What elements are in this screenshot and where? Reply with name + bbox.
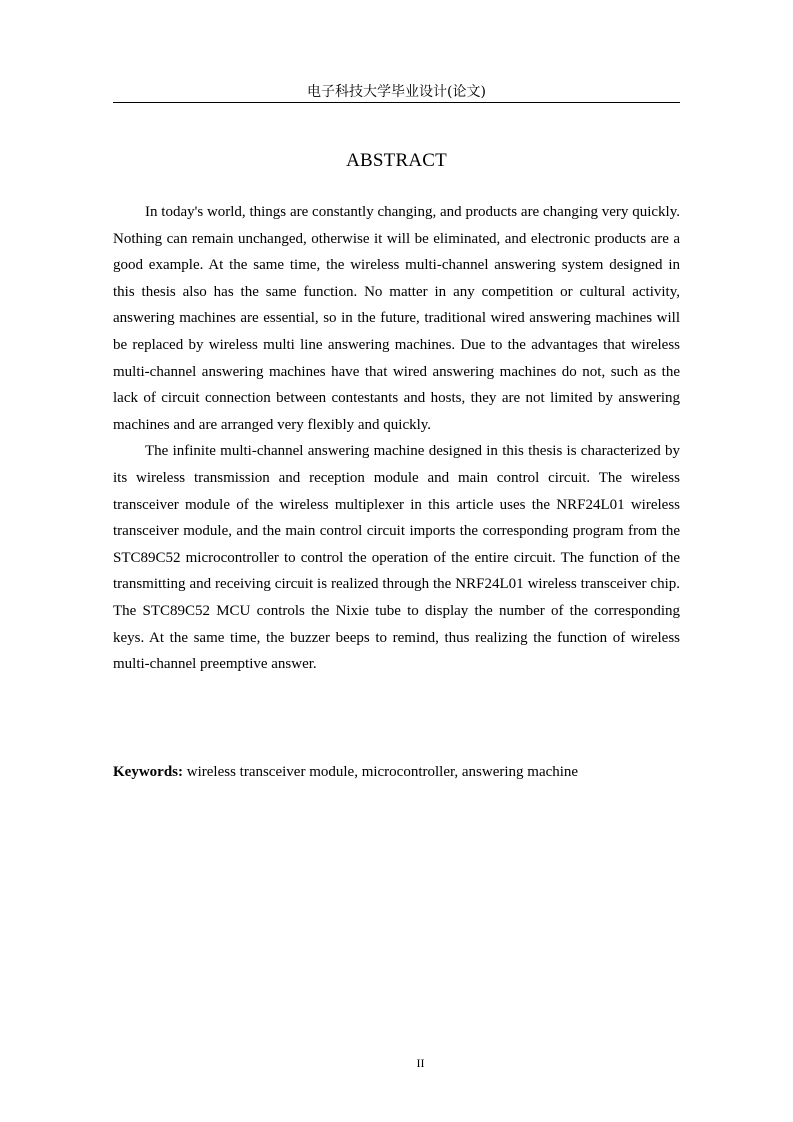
keywords-text: wireless transceiver module, microcontroller, answering machine [183,764,579,780]
keywords-line [113,759,680,786]
abstract-body [113,199,680,678]
abstract-paragraph-2: The infinite multi-channel answering machine designed in this thesis is characterized by its wireless transmission and reception module and main control circuit. The wireless transceiver module of the wireless multiplexer in this article uses the NRF24L01 wireless transceiver module, and the main control circuit imports the corresponding program from the STC89C52 microcontroller to control the operation of the entire circuit. The function of the transmitting and receiving circuit is realized through the NRF24L01 wireless transceiver chip. The STC89C52 MCU controls the Nixie tube to display the number of the corresponding keys. At the same time, the buzzer beeps to remind, thus realizing the function of wireless multi-channel preemptive answer. [113,443,680,673]
running-header: 电子科技大学毕业设计(论文) [307,84,486,100]
page-number: II [416,1056,425,1070]
abstract-paragraph-1: In today's world, things are constantly changing, and products are changing very quickly. Nothing can remain unchanged, otherwise it will be eliminated, and electronic products are a good example. At the same time, the wireless multi-channel answering system designed in this thesis also has the same function. No matter in any competition or cultural activity, answering machines are essential, so in the future, traditional wired answering machines will be replaced by wireless multi line answering machines. Due to the advantages that wireless multi-channel answering machines have that wired answering machines do not, such as the lack of circuit connection between contestants and hosts, they are not limited by answering machines and are arranged very flexibly and quickly. [113,204,680,433]
abstract-title: ABSTRACT [346,150,447,171]
header-rule [113,102,680,103]
keywords-label: Keywords: [113,764,183,780]
